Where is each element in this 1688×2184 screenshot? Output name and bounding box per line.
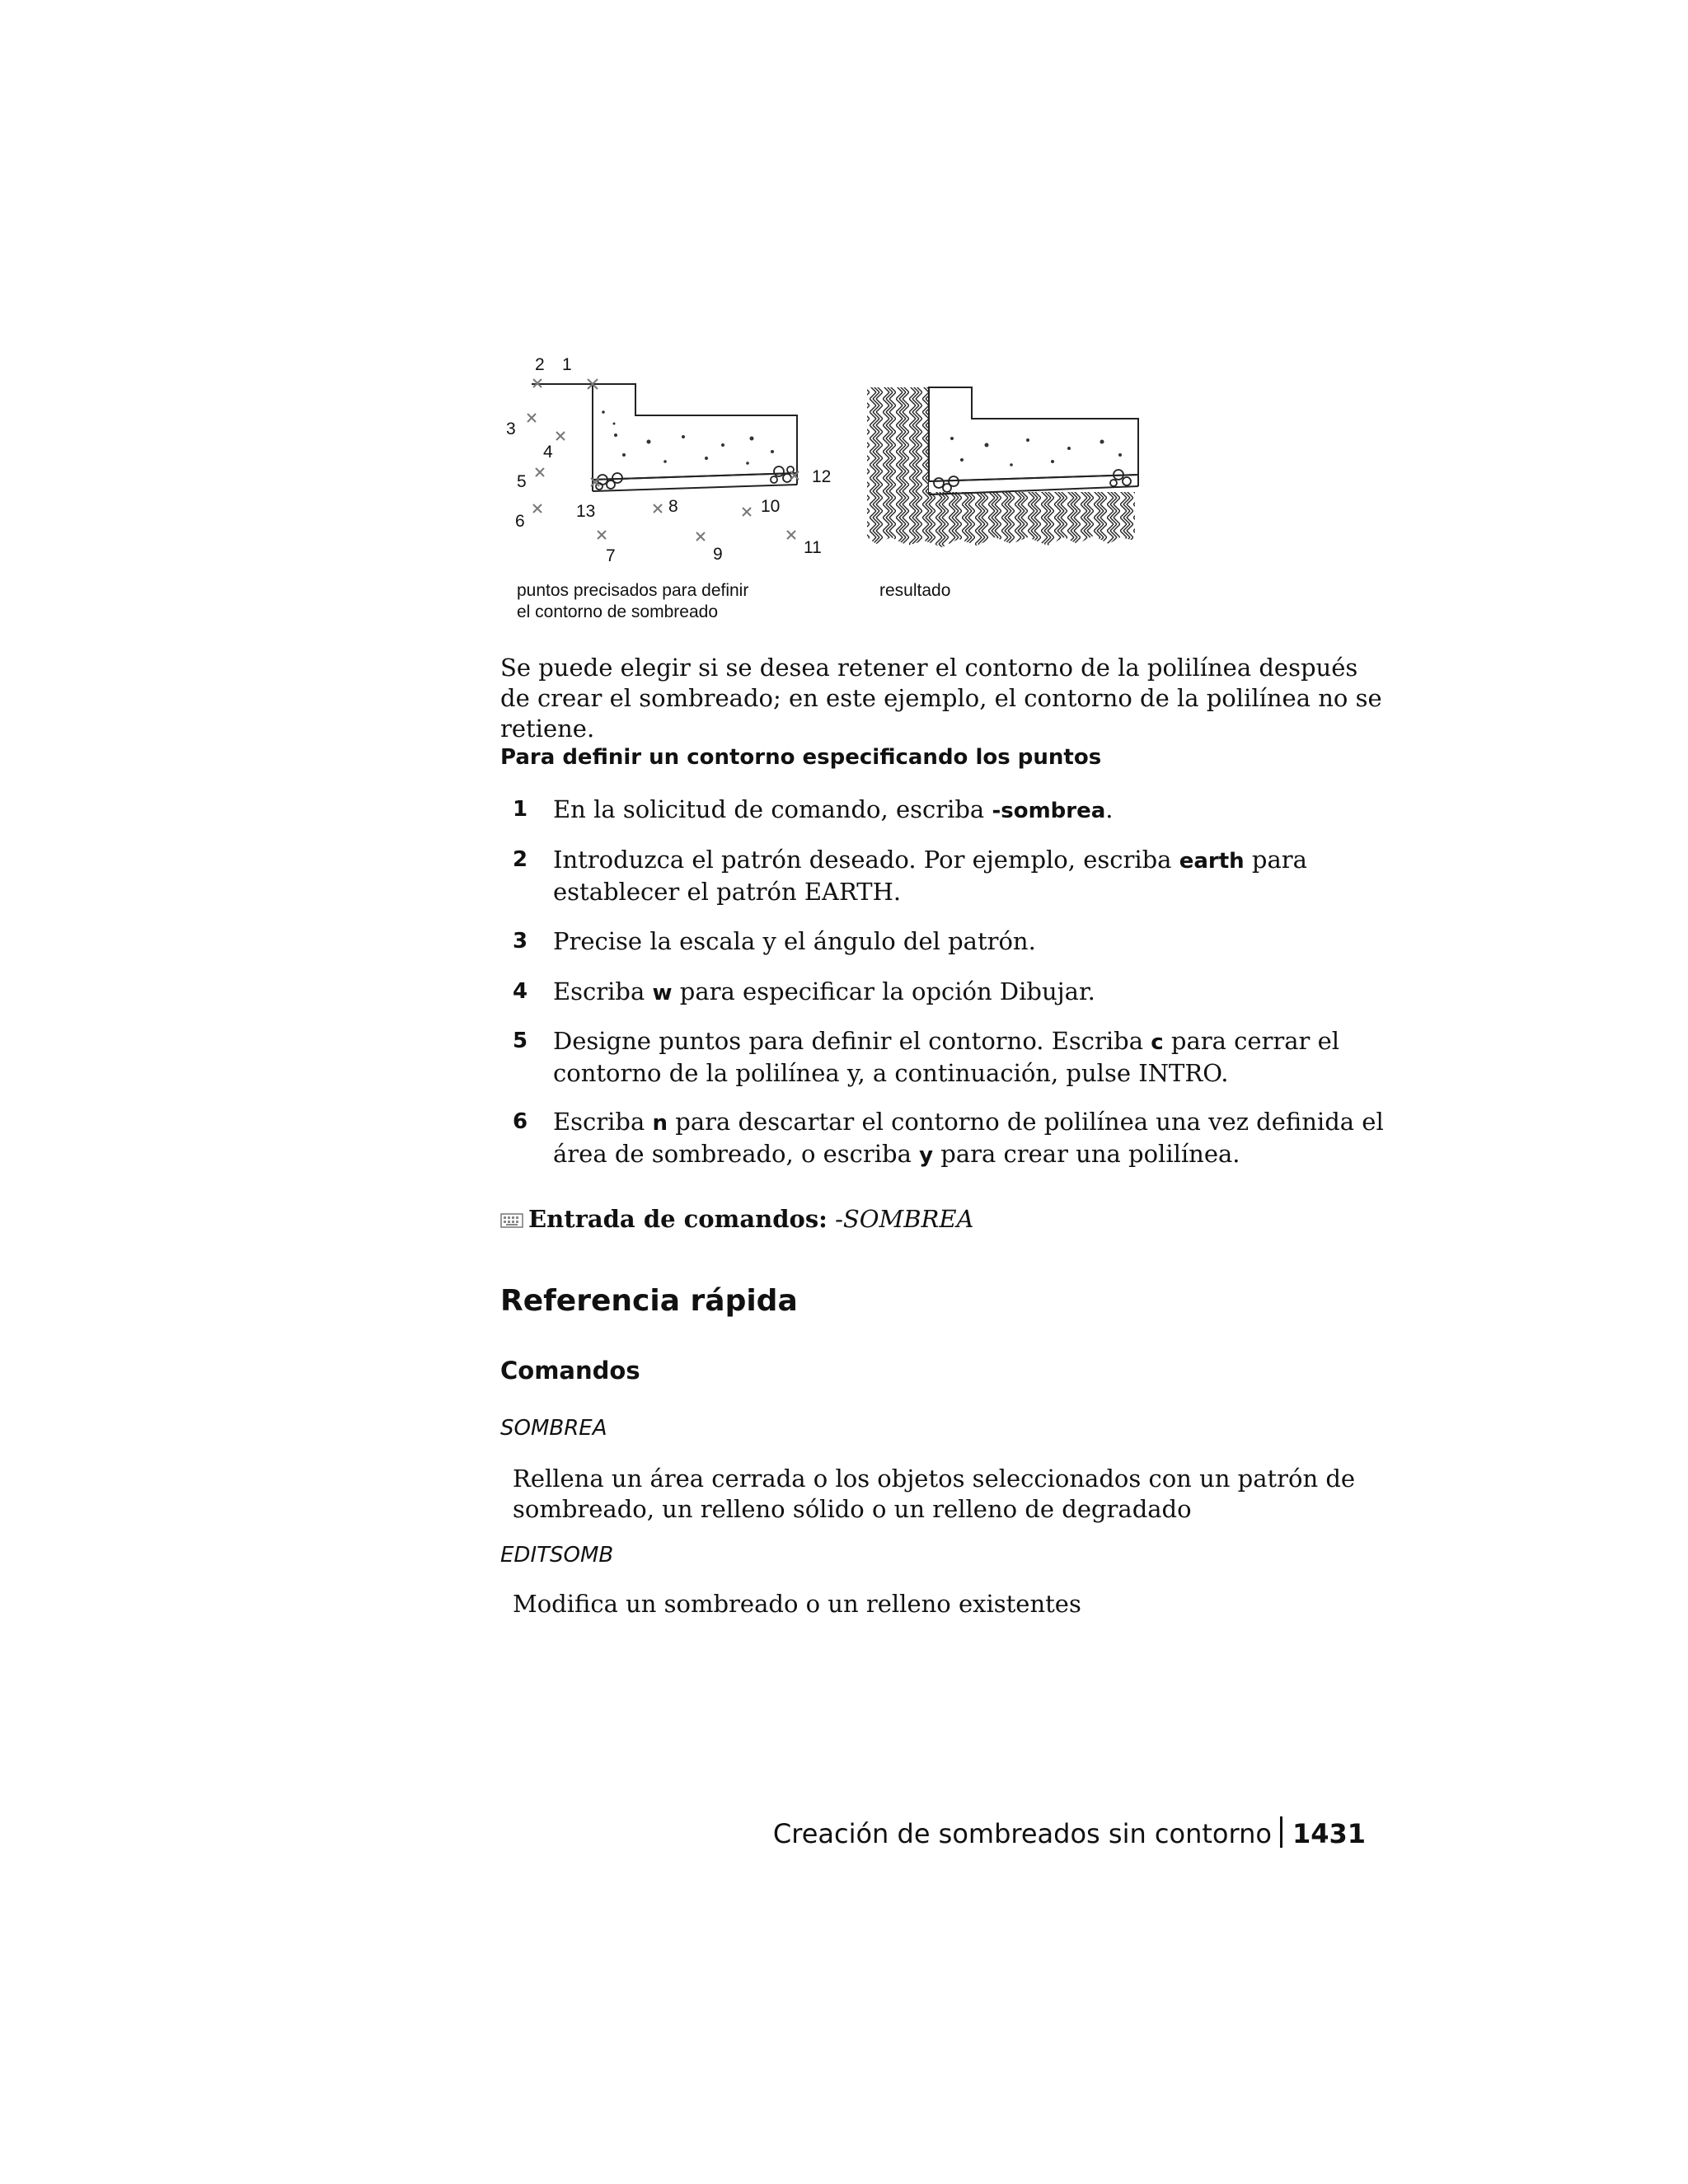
step-number: 4 xyxy=(513,979,528,1004)
point-label: 5 xyxy=(517,472,527,491)
step-number: 2 xyxy=(513,847,528,872)
step-text: Escriba n para descartar el contorno de polilínea una vez definida el área de sombreado, o escriba y para crear una polilínea. xyxy=(553,1108,1384,1168)
step-number: 1 xyxy=(513,797,528,822)
command-entry xyxy=(500,1205,973,1235)
right-drawing xyxy=(867,387,1138,547)
boundary-figure xyxy=(500,346,1151,626)
point-label: 10 xyxy=(761,497,781,516)
caption-left-line1: puntos precisados para definir xyxy=(517,581,749,600)
step-text: Designe puntos para definir el contorno. Escriba c para cerrar el contorno de la polilínea y, a continuación, pulse INTRO. xyxy=(553,1027,1340,1087)
step-text: Introduzca el patrón deseado. Por ejemplo, escriba earth para establecer el patrón EARTH. xyxy=(553,846,1307,906)
footer-divider xyxy=(1280,1816,1282,1848)
commands-heading: Comandos xyxy=(500,1357,640,1385)
page-footer xyxy=(773,1816,1366,1849)
point-label: 11 xyxy=(804,538,822,557)
command-entry-label: Entrada de comandos: xyxy=(528,1205,828,1233)
point-label: 7 xyxy=(606,546,616,565)
command-description: Modifica un sombreado o un relleno existentes xyxy=(513,1590,1081,1618)
page-number: 1431 xyxy=(1292,1818,1366,1849)
point-label: 8 xyxy=(668,497,678,516)
keyboard-icon xyxy=(500,1207,523,1235)
intro-paragraph: Se puede elegir si se desea retener el contorno de la polilínea después de crear el sombreado; en este ejemplo, el contorno de la polilínea no se retiene. xyxy=(500,654,1382,743)
footer-title: Creación de sombreados sin contorno xyxy=(772,1818,1272,1849)
left-drawing xyxy=(528,379,799,541)
point-label: 6 xyxy=(515,512,525,531)
command-name-editsomb[interactable]: EDITSOMB xyxy=(500,1543,614,1568)
point-label: 13 xyxy=(576,502,596,521)
step-number: 6 xyxy=(513,1109,528,1134)
quick-reference-heading: Referencia rápida xyxy=(500,1284,798,1318)
step-number: 5 xyxy=(513,1029,528,1053)
point-label: 4 xyxy=(543,443,553,462)
command-name-sombrea[interactable]: SOMBREA xyxy=(500,1416,607,1441)
point-label: 2 xyxy=(535,355,545,374)
caption-right: resultado xyxy=(879,581,951,600)
point-label: 9 xyxy=(713,545,723,564)
point-label: 3 xyxy=(506,419,516,438)
point-label: 12 xyxy=(812,467,832,486)
point-label: 1 xyxy=(562,355,572,374)
procedure-title: Para definir un contorno especificando los puntos xyxy=(500,745,1102,770)
step-text: En la solicitud de comando, escriba -sombrea. xyxy=(553,795,1114,823)
step-text: Precise la escala y el ángulo del patrón. xyxy=(553,927,1036,955)
command-entry-value: -SOMBREA xyxy=(835,1205,974,1233)
step-number: 3 xyxy=(513,929,528,954)
caption-left-line2: el contorno de sombreado xyxy=(517,602,718,621)
step-text: Escriba w para especificar la opción Dibujar. xyxy=(553,977,1095,1005)
command-description: Rellena un área cerrada o los objetos seleccionados con un patrón de sombreado, un relleno sólido o un relleno de degradado xyxy=(513,1465,1356,1523)
